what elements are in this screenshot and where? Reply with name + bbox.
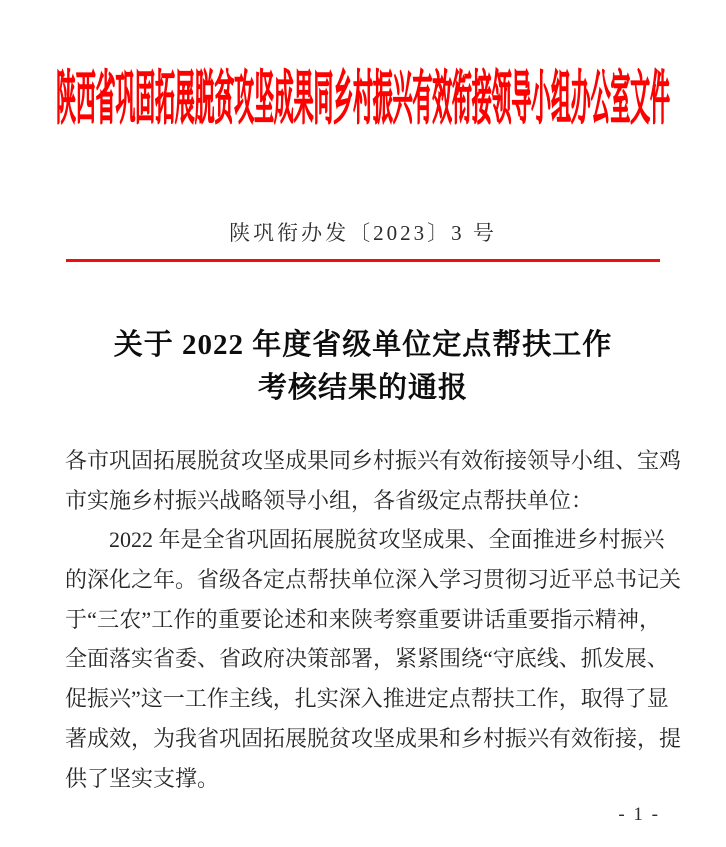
body-line: 的深化之年。省级各定点帮扶单位深入学习贯彻习近平总书记关 [65,567,682,593]
document-number: 陕巩衔办发〔2023〕3 号 [229,221,497,245]
body-line: 全面落实省委、省政府决策部署，紧紧围绕“守底线、抓发展、 [65,646,669,672]
document-title-line-2: 考核结果的通报 [257,372,468,404]
body-line: 各市巩固拓展脱贫攻坚成果同乡村振兴有效衔接领导小组、宝鸡 [65,448,682,473]
body-line: 著成效，为我省巩固拓展脱贫攻坚成果和乡村振兴有效衔接，提 [65,725,682,751]
body-line: 市实施乡村振兴战略领导小组，各省级定点帮扶单位： [65,487,594,513]
red-divider-rule [66,259,660,262]
letterhead-banner [0,0,726,186]
document-title [0,324,726,410]
document-title-line-1: 关于 2022 年度省级单位定点帮扶工作 [113,329,613,361]
body-line: 于“三农”工作的重要论述和来陕考察重要讲话重要指示精神， [65,606,661,632]
document-body [65,441,682,798]
page-number: - 1 - [618,804,660,825]
body-line: 促振兴”这一工作主线，扎实深入推进定点帮扶工作，取得了显 [65,686,669,712]
letterhead-title: 陕西省巩固拓展脱贫攻坚成果同乡村振兴有效衔接领导小组办公室文件 [56,66,670,132]
body-line: 2022 年是全省巩固拓展脱贫攻坚成果、全面推进乡村振兴 [109,527,665,553]
body-line: 供了坚实支撑。 [65,765,220,791]
